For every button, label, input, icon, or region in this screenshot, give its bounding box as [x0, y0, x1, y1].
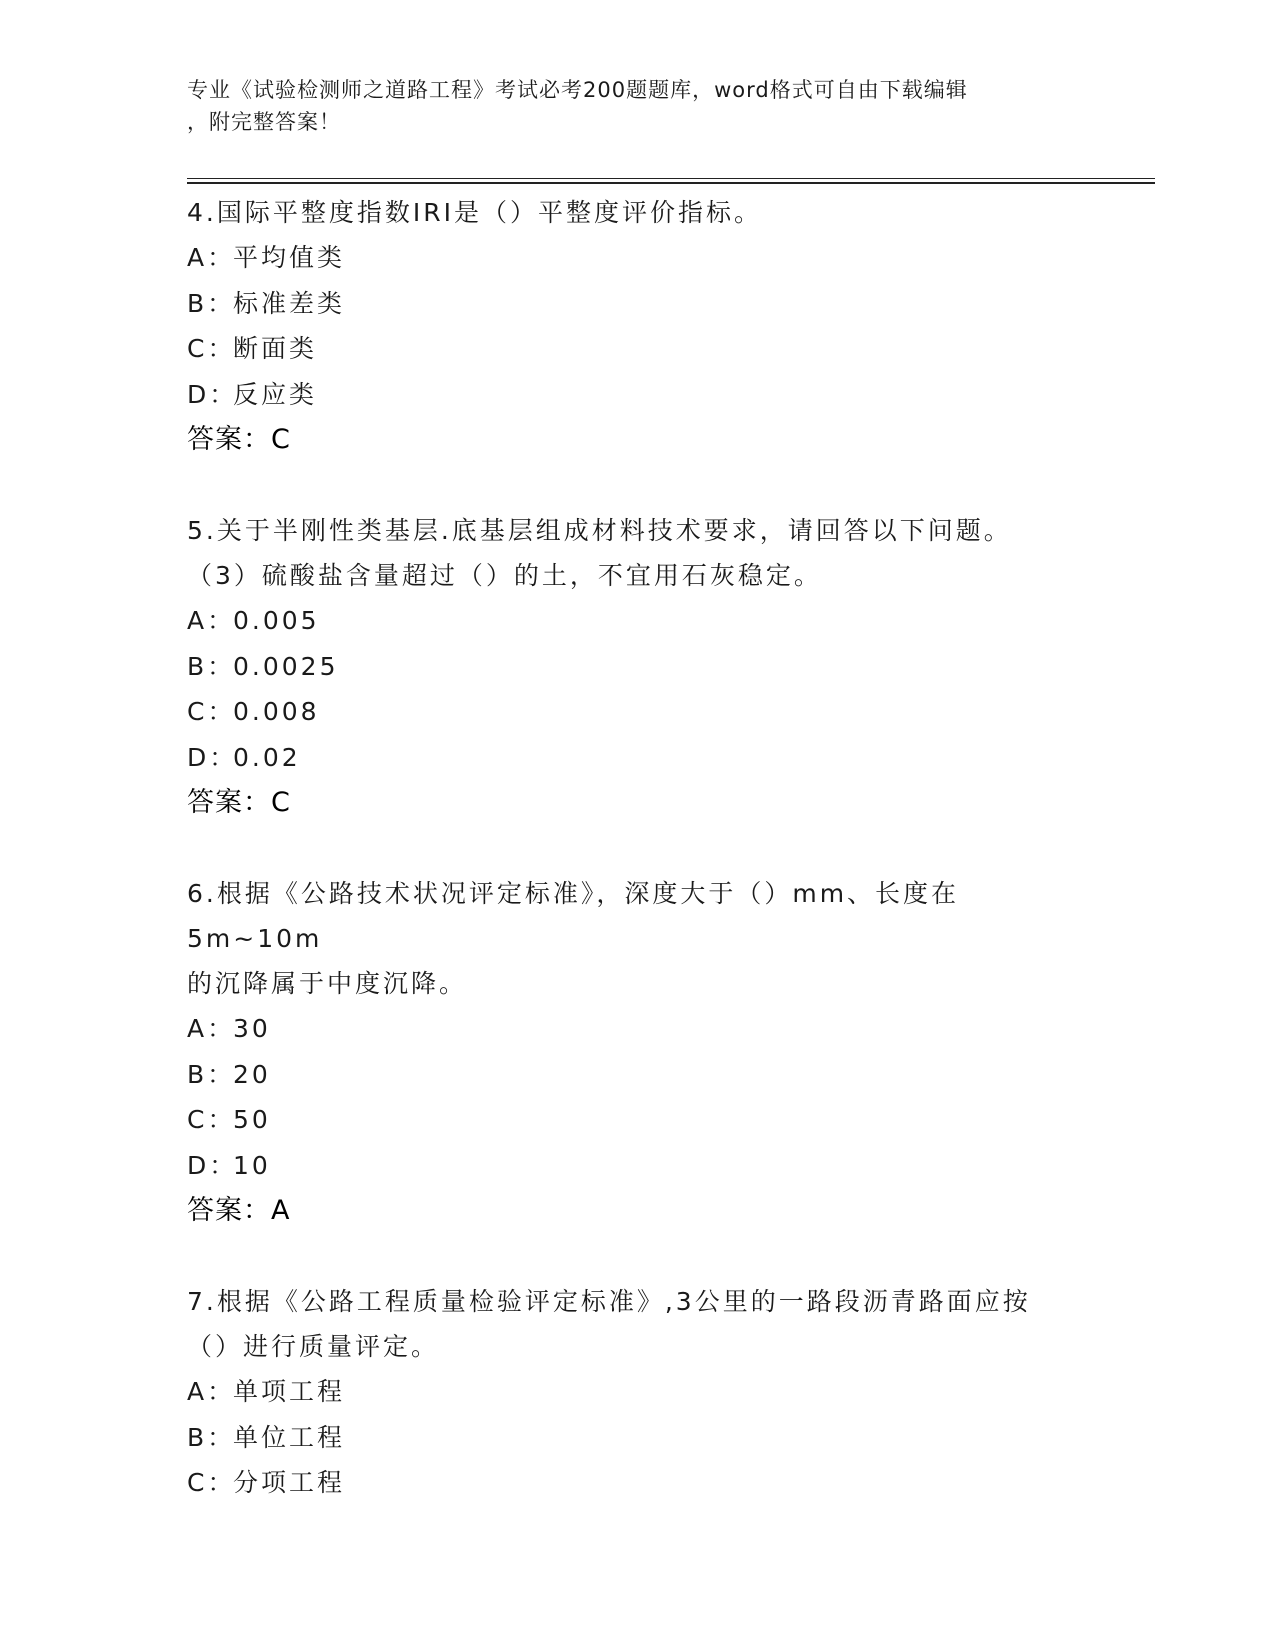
option-text: 0.0025: [233, 651, 339, 681]
question-stem-line-1: 7.根据《公路工程质量检验评定标准》,3公里的一路段沥青路面应按: [187, 1287, 1031, 1316]
header-line-1: 专业《试验检测师之道路工程》考试必考200题题库，word格式可自由下载编辑: [187, 78, 968, 102]
option-text: 单位工程: [233, 1422, 346, 1452]
option-text: 0.02: [233, 742, 301, 772]
option-text: 分项工程: [233, 1468, 346, 1497]
option-c: [187, 1097, 1087, 1143]
question-6: [187, 871, 1087, 1234]
option-text: 10: [233, 1150, 271, 1180]
option-letter: D：: [187, 1150, 238, 1180]
question-4: [187, 190, 1087, 463]
option-d: [187, 372, 1087, 418]
option-letter: B：: [187, 1059, 236, 1089]
option-b: [187, 644, 1087, 690]
option-text: 单项工程: [233, 1377, 346, 1406]
header-line-2: ，附完整答案！: [187, 110, 341, 134]
option-b: [187, 281, 1087, 327]
answer-line: 答案：A: [187, 1195, 291, 1226]
option-c: [187, 1460, 1087, 1506]
option-b: [187, 1415, 1087, 1461]
option-text: 20: [233, 1059, 271, 1089]
option-letter: A：: [187, 1377, 236, 1406]
option-letter: C：: [187, 1468, 236, 1497]
document-header: [187, 74, 1067, 138]
header-divider-thin: [187, 178, 1155, 179]
option-text: 30: [233, 1014, 271, 1043]
question-5: [187, 508, 1087, 826]
option-d: [187, 735, 1087, 781]
option-letter: C：: [187, 334, 236, 363]
answer-line: 答案：C: [187, 424, 291, 455]
option-c: [187, 326, 1087, 372]
option-text: 平均值类: [233, 243, 346, 272]
option-letter: C：: [187, 697, 236, 726]
option-text: 0.008: [233, 697, 320, 726]
option-letter: B：: [187, 651, 236, 681]
header-divider-thick: [187, 182, 1155, 184]
question-stem-line-2: （）进行质量评定。: [187, 1332, 440, 1361]
option-letter: B：: [187, 288, 236, 318]
option-a: [187, 1369, 1087, 1415]
option-text: 断面类: [233, 334, 318, 363]
option-d: [187, 1143, 1087, 1189]
answer-line: 答案：C: [187, 787, 291, 818]
question-stem-line-2: （3）硫酸盐含量超过（）的土，不宜用石灰稳定。: [187, 561, 822, 590]
option-letter: D：: [187, 742, 238, 772]
option-text: 反应类: [233, 379, 318, 409]
option-a: [187, 1006, 1087, 1052]
question-7: [187, 1279, 1087, 1506]
option-letter: B：: [187, 1422, 236, 1452]
question-list: [187, 190, 1087, 1506]
option-letter: A：: [187, 606, 236, 635]
option-text: 标准差类: [233, 288, 346, 318]
option-c: [187, 689, 1087, 735]
option-letter: D：: [187, 379, 238, 409]
question-stem-line-1: 5.关于半刚性类基层.底基层组成材料技术要求，请回答以下问题。: [187, 516, 1012, 545]
option-text: 50: [233, 1105, 271, 1134]
option-a: [187, 598, 1087, 644]
question-stem-line-2: 的沉降属于中度沉降。: [187, 969, 468, 998]
option-letter: A：: [187, 1014, 236, 1043]
question-stem: 4.国际平整度指数IRI是（）平整度评价指标。: [187, 198, 762, 227]
option-a: [187, 235, 1087, 281]
option-letter: A：: [187, 243, 236, 272]
option-letter: C：: [187, 1105, 236, 1134]
option-text: 0.005: [233, 606, 320, 635]
option-b: [187, 1052, 1087, 1098]
question-stem-line-1: 6.根据《公路技术状况评定标准》，深度大于（）mm、长度在5m~10m: [187, 879, 960, 953]
